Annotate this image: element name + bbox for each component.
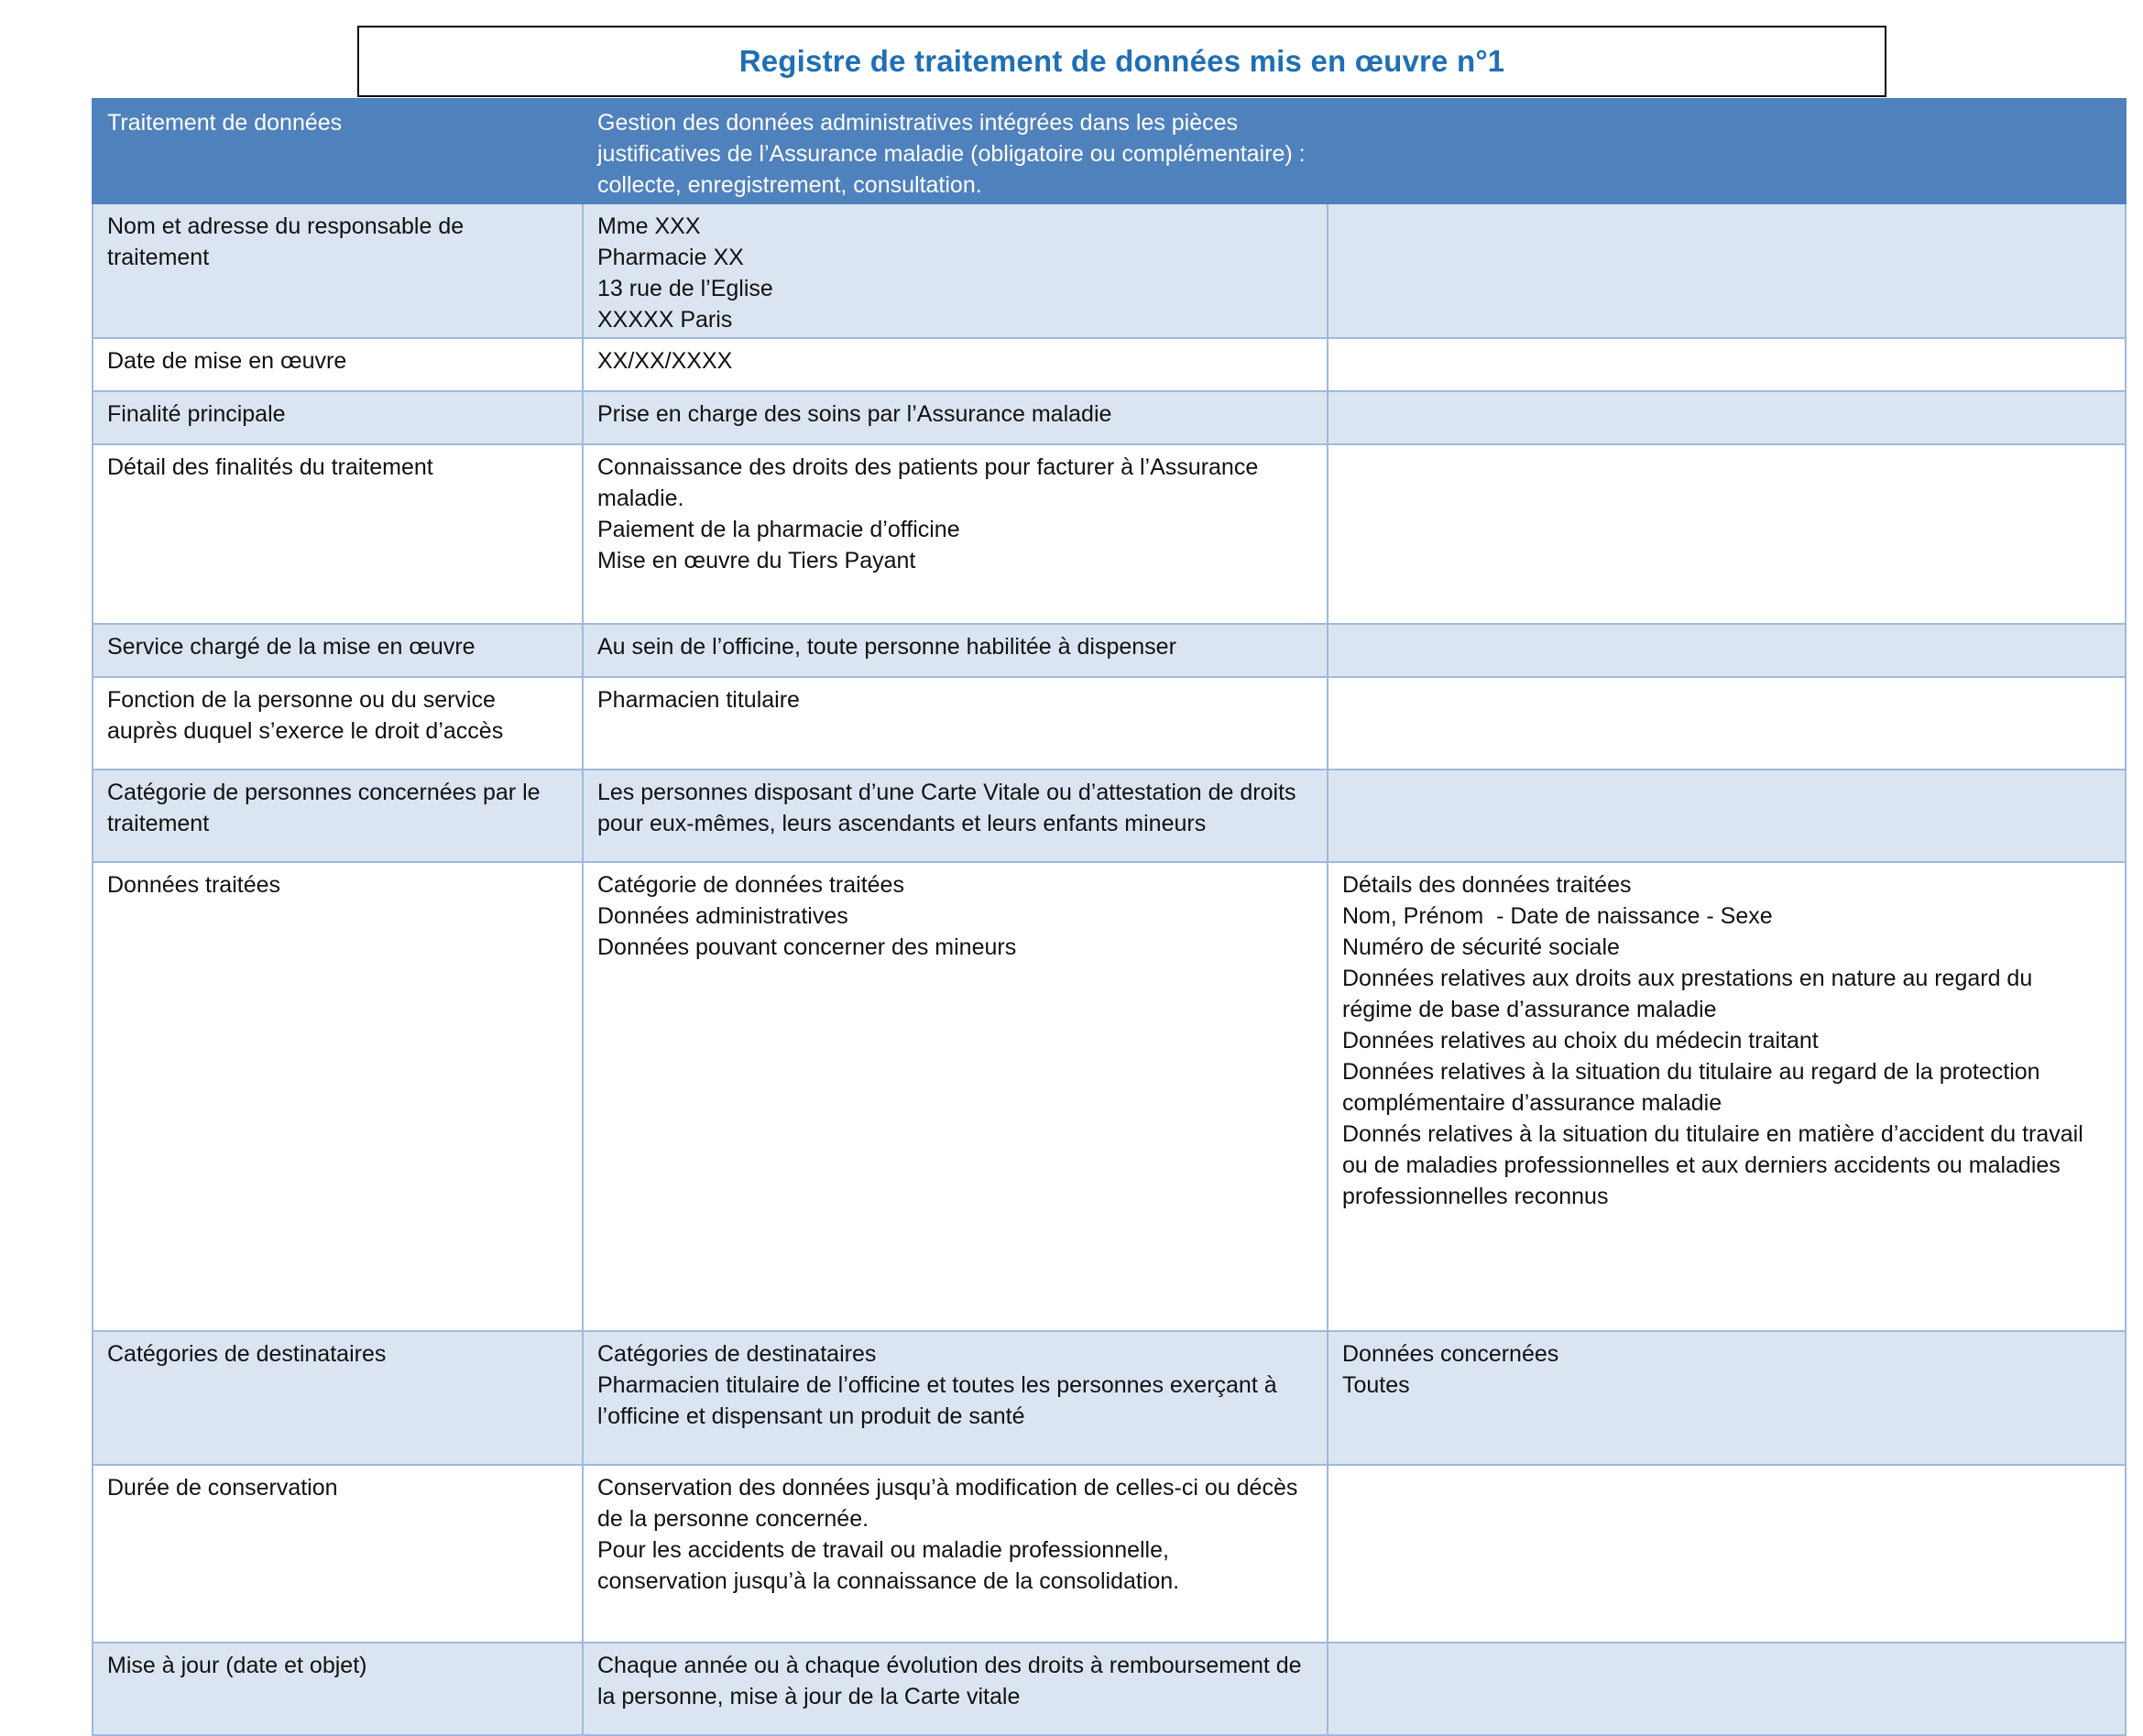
- row-detail-line: Données relatives au choix du médecin traitant: [1342, 1028, 1819, 1054]
- header-value-line: collecte, enregistrement, consultation.: [597, 172, 982, 198]
- row-label-line: traitement: [107, 245, 210, 270]
- row-detail-line: Numéro de sécurité sociale: [1342, 934, 1620, 960]
- row-value-cell: [583, 862, 1328, 1331]
- row-value-line: Pharmacien titulaire: [597, 687, 800, 713]
- row-detail-cell: [1328, 677, 2126, 770]
- row-label-cell: [93, 1643, 583, 1735]
- row-value-line: XX/XX/XXXX: [597, 348, 733, 374]
- row-value-line: pour eux-mêmes, leurs ascendants et leurs enfants mineurs: [597, 811, 1207, 836]
- row-value-cell: [583, 444, 1328, 624]
- row-value-line: Pharmacie XX: [597, 245, 744, 270]
- row-value-line: Pour les accidents de travail ou maladie professionnelle,: [597, 1537, 1169, 1563]
- row-detail-cell: [1328, 1331, 2126, 1465]
- row-value-line: maladie.: [597, 486, 684, 511]
- row-label-cell: [93, 338, 583, 391]
- row-label-line: Service chargé de la mise en œuvre: [107, 634, 476, 660]
- row-value-line: XXXXX Paris: [597, 307, 733, 333]
- row-detail-line: Données relatives aux droits aux prestations en nature au regard du: [1342, 966, 2033, 991]
- row-label-cell: [93, 624, 583, 677]
- table-header-row: [93, 99, 2126, 203]
- row-detail-cell: [1328, 1643, 2126, 1735]
- header-value-line: justificatives de l’Assurance maladie (obligatoire ou complémentaire) :: [597, 141, 1306, 167]
- row-label-line: Durée de conservation: [107, 1475, 338, 1501]
- row-detail-line: Toutes: [1342, 1372, 1410, 1398]
- row-value-line: Données pouvant concerner des mineurs: [597, 934, 1017, 960]
- title-box: [357, 26, 1886, 97]
- row-detail-line: Détails des données traitées: [1342, 872, 1632, 898]
- row-label-cell: [93, 444, 583, 624]
- row-label-line: Données traitées: [107, 872, 281, 898]
- row-label-line: Nom et adresse du responsable de: [107, 213, 465, 239]
- row-label-cell: [93, 1331, 583, 1465]
- row-label-line: Catégories de destinataires: [107, 1341, 387, 1367]
- table-row: [93, 677, 2126, 770]
- row-label-line: Finalité principale: [107, 401, 286, 427]
- row-value-line: la personne, mise à jour de la Carte vitale: [597, 1684, 1021, 1709]
- table-row: [93, 624, 2126, 677]
- row-label-line: Fonction de la personne ou du service: [107, 687, 496, 713]
- row-label-cell: [93, 677, 583, 770]
- table-row: [93, 1643, 2126, 1735]
- row-value-cell: [583, 1331, 1328, 1465]
- row-value-line: l’officine et dispensant un produit de santé: [597, 1403, 1025, 1429]
- row-value-line: 13 rue de l’Eglise: [597, 276, 773, 301]
- row-value-line: Connaissance des droits des patients pour facturer à l’Assurance: [597, 454, 1259, 480]
- row-detail-cell: [1328, 1465, 2126, 1643]
- row-value-line: Paiement de la pharmacie d’officine: [597, 517, 960, 542]
- row-value-cell: [583, 338, 1328, 391]
- row-value-line: Prise en charge des soins par l’Assurance maladie: [597, 401, 1112, 427]
- row-value-line: Conservation des données jusqu’à modification de celles-ci ou décès: [597, 1475, 1298, 1501]
- row-label-cell: [93, 770, 583, 862]
- row-label-line: Date de mise en œuvre: [107, 348, 347, 374]
- table-row: [93, 1465, 2126, 1643]
- row-value-line: Catégorie de données traitées: [597, 872, 904, 898]
- row-detail-line: Donnés relatives à la situation du titulaire en matière d’accident du travail: [1342, 1121, 2083, 1147]
- table-row: [93, 338, 2126, 391]
- row-detail-line: complémentaire d’assurance maladie: [1342, 1090, 1722, 1116]
- register-body: [93, 99, 2126, 1735]
- row-detail-cell: [1328, 203, 2126, 338]
- row-detail-cell: [1328, 444, 2126, 624]
- row-value-cell: [583, 677, 1328, 770]
- row-detail-cell: [1328, 338, 2126, 391]
- row-value-line: Catégories de destinataires: [597, 1341, 877, 1367]
- row-value-cell: [583, 203, 1328, 338]
- row-label-cell: [93, 1465, 583, 1643]
- row-label-cell: [93, 862, 583, 1331]
- row-value-line: conservation jusqu’à la connaissance de la consolidation.: [597, 1568, 1180, 1594]
- row-value-line: Au sein de l’officine, toute personne habilitée à dispenser: [597, 634, 1176, 660]
- row-label-line: traitement: [107, 811, 210, 836]
- row-detail-line: régime de base d’assurance maladie: [1342, 997, 1717, 1022]
- row-value-cell: [583, 391, 1328, 444]
- row-value-line: Chaque année ou à chaque évolution des droits à remboursement de: [597, 1653, 1302, 1678]
- table-row: [93, 444, 2126, 624]
- row-detail-line: Données relatives à la situation du titulaire au regard de la protection: [1342, 1059, 2040, 1085]
- table-row: [93, 203, 2126, 338]
- row-label-line: Détail des finalités du traitement: [107, 454, 433, 480]
- header-value-cell: [583, 99, 2126, 203]
- row-value-line: Mme XXX: [597, 213, 701, 239]
- row-detail-line: Nom, Prénom - Date de naissance - Sexe: [1342, 903, 1773, 929]
- table-row: [93, 770, 2126, 862]
- row-label-line: auprès duquel s’exerce le droit d’accès: [107, 718, 504, 744]
- header-label-cell: [93, 99, 583, 203]
- register-table: [92, 98, 2127, 1736]
- table-row: [93, 1331, 2126, 1465]
- row-value-line: Mise en œuvre du Tiers Payant: [597, 548, 916, 573]
- row-detail-line: Données concernées: [1342, 1341, 1559, 1367]
- row-label-cell: [93, 203, 583, 338]
- table-row: [93, 862, 2126, 1331]
- row-value-cell: [583, 1465, 1328, 1643]
- row-value-cell: [583, 624, 1328, 677]
- row-value-line: de la personne concernée.: [597, 1506, 869, 1532]
- row-detail-line: ou de maladies professionnelles et aux derniers accidents ou maladies: [1342, 1152, 2061, 1178]
- row-label-line: Catégorie de personnes concernées par le: [107, 780, 541, 805]
- row-value-line: Données administratives: [597, 903, 848, 929]
- header-value-line: Gestion des données administratives intégrées dans les pièces: [597, 110, 1239, 136]
- table-row: [93, 391, 2126, 444]
- row-value-line: Pharmacien titulaire de l’officine et toutes les personnes exerçant à: [597, 1372, 1277, 1398]
- header-label: Traitement de données: [107, 110, 343, 136]
- row-detail-cell: [1328, 770, 2126, 862]
- row-detail-line: professionnelles reconnus: [1342, 1184, 1609, 1209]
- row-detail-cell: [1328, 391, 2126, 444]
- row-detail-cell: [1328, 862, 2126, 1331]
- page-title: Registre de traitement de données mis en œuvre n°1: [738, 44, 1505, 78]
- row-label-line: Mise à jour (date et objet): [107, 1653, 367, 1678]
- row-detail-cell: [1328, 624, 2126, 677]
- row-label-cell: [93, 391, 583, 444]
- row-value-cell: [583, 1643, 1328, 1735]
- row-value-cell: [583, 770, 1328, 862]
- row-value-line: Les personnes disposant d’une Carte Vitale ou d’attestation de droits: [597, 780, 1296, 805]
